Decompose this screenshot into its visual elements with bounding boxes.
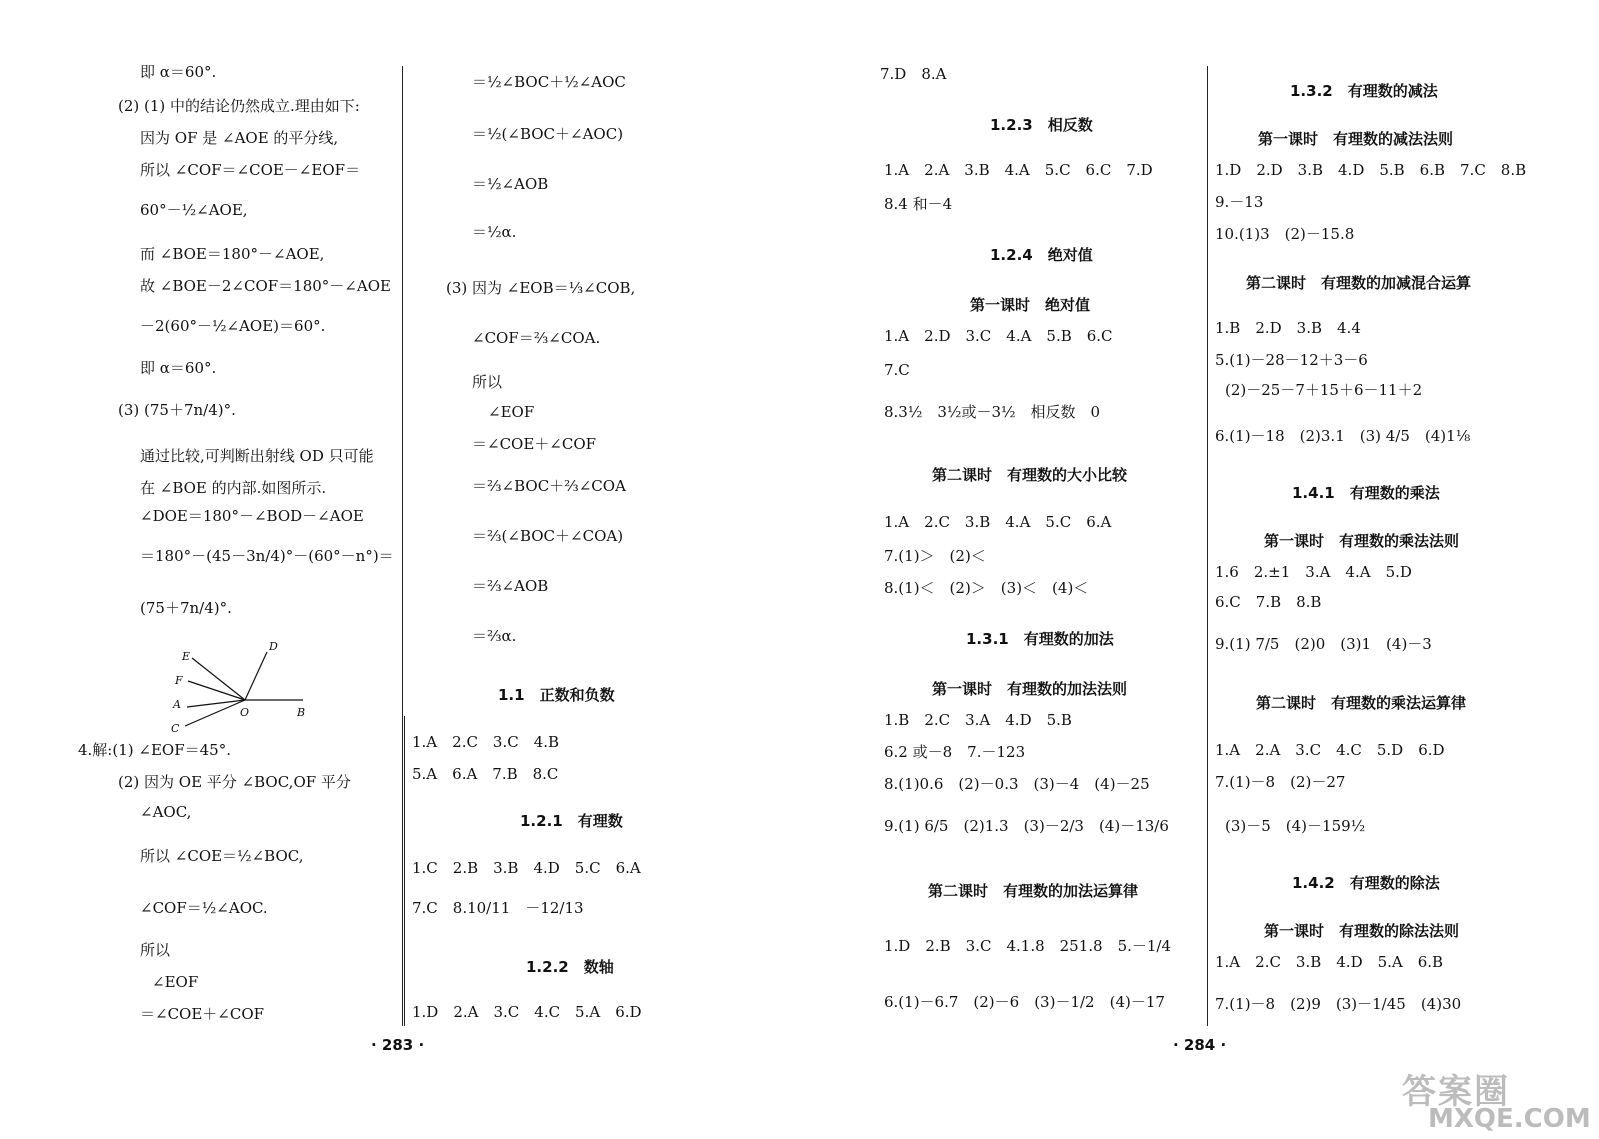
- left-section-rule: [404, 716, 405, 1026]
- answer-line: 1.A 2.A 3.B 4.A 5.C 6.C 7.D: [884, 161, 1153, 179]
- solution-line: 4.解:(1) ∠EOF＝45°.: [78, 741, 231, 759]
- solution-line: ∠EOF: [488, 403, 535, 421]
- answer-line: 6.(1)－18 (2)3.1 (3) 4/5 (4)1⅛: [1215, 427, 1471, 445]
- section-title: 第二课时 有理数的乘法运算律: [1256, 694, 1467, 712]
- solution-line: 60°－½∠AOE,: [140, 201, 248, 219]
- solution-line: ＝⅔∠BOC＋⅔∠COA: [472, 477, 626, 495]
- answer-line: 8.(1)＜ (2)＞ (3)＜ (4)＜: [884, 579, 1089, 597]
- label-b: B: [297, 706, 306, 719]
- ray-od: [245, 652, 267, 700]
- answer-line: 9.(1) 6/5 (2)1.3 (3)－2/3 (4)－13/6: [884, 817, 1169, 835]
- answer-line: 1.A 2.D 3.C 4.A 5.B 6.C: [884, 327, 1113, 345]
- solution-line: ＝½α.: [472, 223, 517, 241]
- answer-line: 5.A 6.A 7.B 8.C: [412, 765, 559, 783]
- watermark-logo: 答案圈: [1402, 1072, 1510, 1112]
- left-column-divider: [402, 66, 403, 1026]
- section-title: 第一课时 有理数的加法法则: [932, 680, 1128, 698]
- answer-line: 6.C 7.B 8.B: [1215, 593, 1322, 611]
- section-title: 1.3.2 有理数的减法: [1290, 82, 1438, 100]
- page-number-283: · 283 ·: [371, 1036, 425, 1054]
- section-title: 1.2.4 绝对值: [990, 246, 1093, 264]
- answer-line: 8.3½ 3½或－3½ 相反数 0: [884, 403, 1101, 421]
- solution-line: (75＋7n/4)°.: [140, 599, 232, 617]
- section-title: 第一课时 有理数的乘法法则: [1264, 532, 1460, 550]
- answer-line: 8.(1)0.6 (2)－0.3 (3)－4 (4)－25: [884, 775, 1150, 793]
- answer-line: 7.(1)＞ (2)＜: [884, 547, 986, 565]
- answer-line: 7.(1)－8 (2)9 (3)－1/45 (4)30: [1215, 995, 1462, 1013]
- label-a: A: [173, 698, 181, 711]
- section-title: 1.4.1 有理数的乘法: [1292, 484, 1440, 502]
- solution-line: ∠AOC,: [140, 803, 192, 821]
- answer-line: 1.6 2.±1 3.A 4.A 5.D: [1215, 563, 1412, 581]
- answer-line: 1.A 2.C 3.B 4.D 5.A 6.B: [1215, 953, 1444, 971]
- solution-line: ＝⅔∠AOB: [472, 577, 549, 595]
- right-column-divider: [1207, 66, 1208, 1026]
- solution-line: ∠DOE＝180°－∠BOD－∠AOE: [140, 507, 364, 525]
- right-page: [800, 0, 1599, 1139]
- ray-oe: [192, 658, 245, 700]
- solution-line: 所以 ∠COF＝∠COE－∠EOF＝: [140, 161, 361, 179]
- solution-line: (3) (75＋7n/4)°.: [118, 401, 236, 419]
- label-f: F: [175, 674, 183, 687]
- answer-line: 7.D 8.A: [880, 65, 947, 83]
- answer-line: 1.D 2.A 3.C 4.C 5.A 6.D: [412, 1003, 642, 1021]
- answer-line: (2)－25－7＋15＋6－11＋2: [1225, 381, 1423, 399]
- answer-line: 8.4 和－4: [884, 195, 953, 213]
- section-title: 第二课时 有理数的加法运算律: [928, 882, 1139, 900]
- solution-line: (3) 因为 ∠EOB＝⅓∠COB,: [446, 279, 636, 297]
- solution-line: (2) (1) 中的结论仍然成立.理由如下:: [118, 97, 360, 115]
- answer-line: 1.B 2.D 3.B 4.4: [1215, 319, 1361, 337]
- answer-line: 6.(1)－6.7 (2)－6 (3)－1/2 (4)－17: [884, 993, 1165, 1011]
- answer-line: 9.－13: [1215, 193, 1264, 211]
- solution-line: ＝180°－(45－3n/4)°－(60°－n°)＝: [140, 547, 394, 565]
- solution-line: ＝⅔α.: [472, 627, 517, 645]
- section-title: 1.2.1 有理数: [520, 812, 623, 830]
- section-title: 第一课时 绝对值: [970, 296, 1091, 314]
- section-title: 1.2.3 相反数: [990, 116, 1093, 134]
- section-title: 1.1 正数和负数: [498, 686, 615, 704]
- solution-line: 即 α＝60°.: [140, 359, 217, 377]
- solution-line: 所以: [140, 941, 171, 959]
- answer-line: 1.D 2.D 3.B 4.D 5.B 6.B 7.C 8.B: [1215, 161, 1527, 179]
- watermark-url: MXQE.COM: [1428, 1104, 1591, 1134]
- solution-line: －2(60°－½∠AOE)＝60°.: [140, 317, 326, 335]
- answer-line: 9.(1) 7/5 (2)0 (3)1 (4)－3: [1215, 635, 1432, 653]
- page-number-284: · 284 ·: [1173, 1036, 1227, 1054]
- solution-line: ＝½∠AOB: [472, 175, 549, 193]
- solution-line: ＝⅔(∠BOC＋∠COA): [472, 527, 624, 545]
- solution-line: ＝½∠BOC＋½∠AOC: [472, 73, 626, 91]
- answer-line: 1.D 2.B 3.C 4.1.8 251.8 5.－1/4: [884, 937, 1172, 955]
- answer-line: 10.(1)3 (2)－15.8: [1215, 225, 1355, 243]
- solution-line: 故 ∠BOE－2∠COF＝180°－∠AOE: [140, 277, 391, 295]
- label-d: D: [269, 640, 278, 653]
- answer-line: 6.2 或－8 7.－123: [884, 743, 1026, 761]
- solution-line: ∠COF＝½∠AOC.: [140, 899, 268, 917]
- section-title: 第一课时 有理数的减法法则: [1258, 130, 1454, 148]
- label-o: O: [240, 706, 250, 719]
- solution-line: 所以 ∠COE＝½∠BOC,: [140, 847, 304, 865]
- section-title: 第二课时 有理数的大小比较: [932, 466, 1128, 484]
- answer-line: 5.(1)－28－12＋3－6: [1215, 351, 1368, 369]
- solution-line: 在 ∠BOE 的内部.如图所示.: [140, 479, 327, 497]
- answer-line: 7.C: [884, 361, 910, 379]
- label-e: E: [182, 650, 191, 663]
- section-title: 第一课时 有理数的除法法则: [1264, 922, 1460, 940]
- angle-figure: [165, 638, 315, 738]
- solution-line: 而 ∠BOE＝180°－∠AOE,: [140, 245, 325, 263]
- solution-line: 通过比较,可判断出射线 OD 只可能: [140, 447, 374, 465]
- solution-line: ＝½(∠BOC＋∠AOC): [472, 125, 624, 143]
- solution-line: 因为 OF 是 ∠AOE 的平分线,: [140, 129, 339, 147]
- answer-line: 1.B 2.C 3.A 4.D 5.B: [884, 711, 1072, 729]
- answer-line: 1.A 2.C 3.C 4.B: [412, 733, 560, 751]
- solution-line: ∠COF＝⅔∠COA.: [472, 329, 601, 347]
- answer-line: 7.(1)－8 (2)－27: [1215, 773, 1346, 791]
- solution-line: ＝∠COE＋∠COF: [472, 435, 597, 453]
- section-title: 1.2.2 数轴: [526, 958, 614, 976]
- answer-line: 1.A 2.A 3.C 4.C 5.D 6.D: [1215, 741, 1445, 759]
- section-title: 第二课时 有理数的加减混合运算: [1246, 274, 1472, 292]
- solution-line: ＝∠COE＋∠COF: [140, 1005, 265, 1023]
- answer-line: 1.C 2.B 3.B 4.D 5.C 6.A: [412, 859, 641, 877]
- answer-line: (3)－5 (4)－159½: [1225, 817, 1366, 835]
- solution-line: 所以: [472, 373, 503, 391]
- answer-line: 7.C 8.10/11 －12/13: [412, 899, 584, 917]
- ray-of: [188, 681, 245, 700]
- section-title: 1.3.1 有理数的加法: [966, 630, 1114, 648]
- label-c: C: [171, 722, 180, 735]
- answer-line: 1.A 2.C 3.B 4.A 5.C 6.A: [884, 513, 1112, 531]
- solution-line: (2) 因为 OE 平分 ∠BOC,OF 平分: [118, 773, 351, 791]
- solution-line: ∠EOF: [152, 973, 199, 991]
- solution-line: 即 α＝60°.: [140, 63, 217, 81]
- section-title: 1.4.2 有理数的除法: [1292, 874, 1440, 892]
